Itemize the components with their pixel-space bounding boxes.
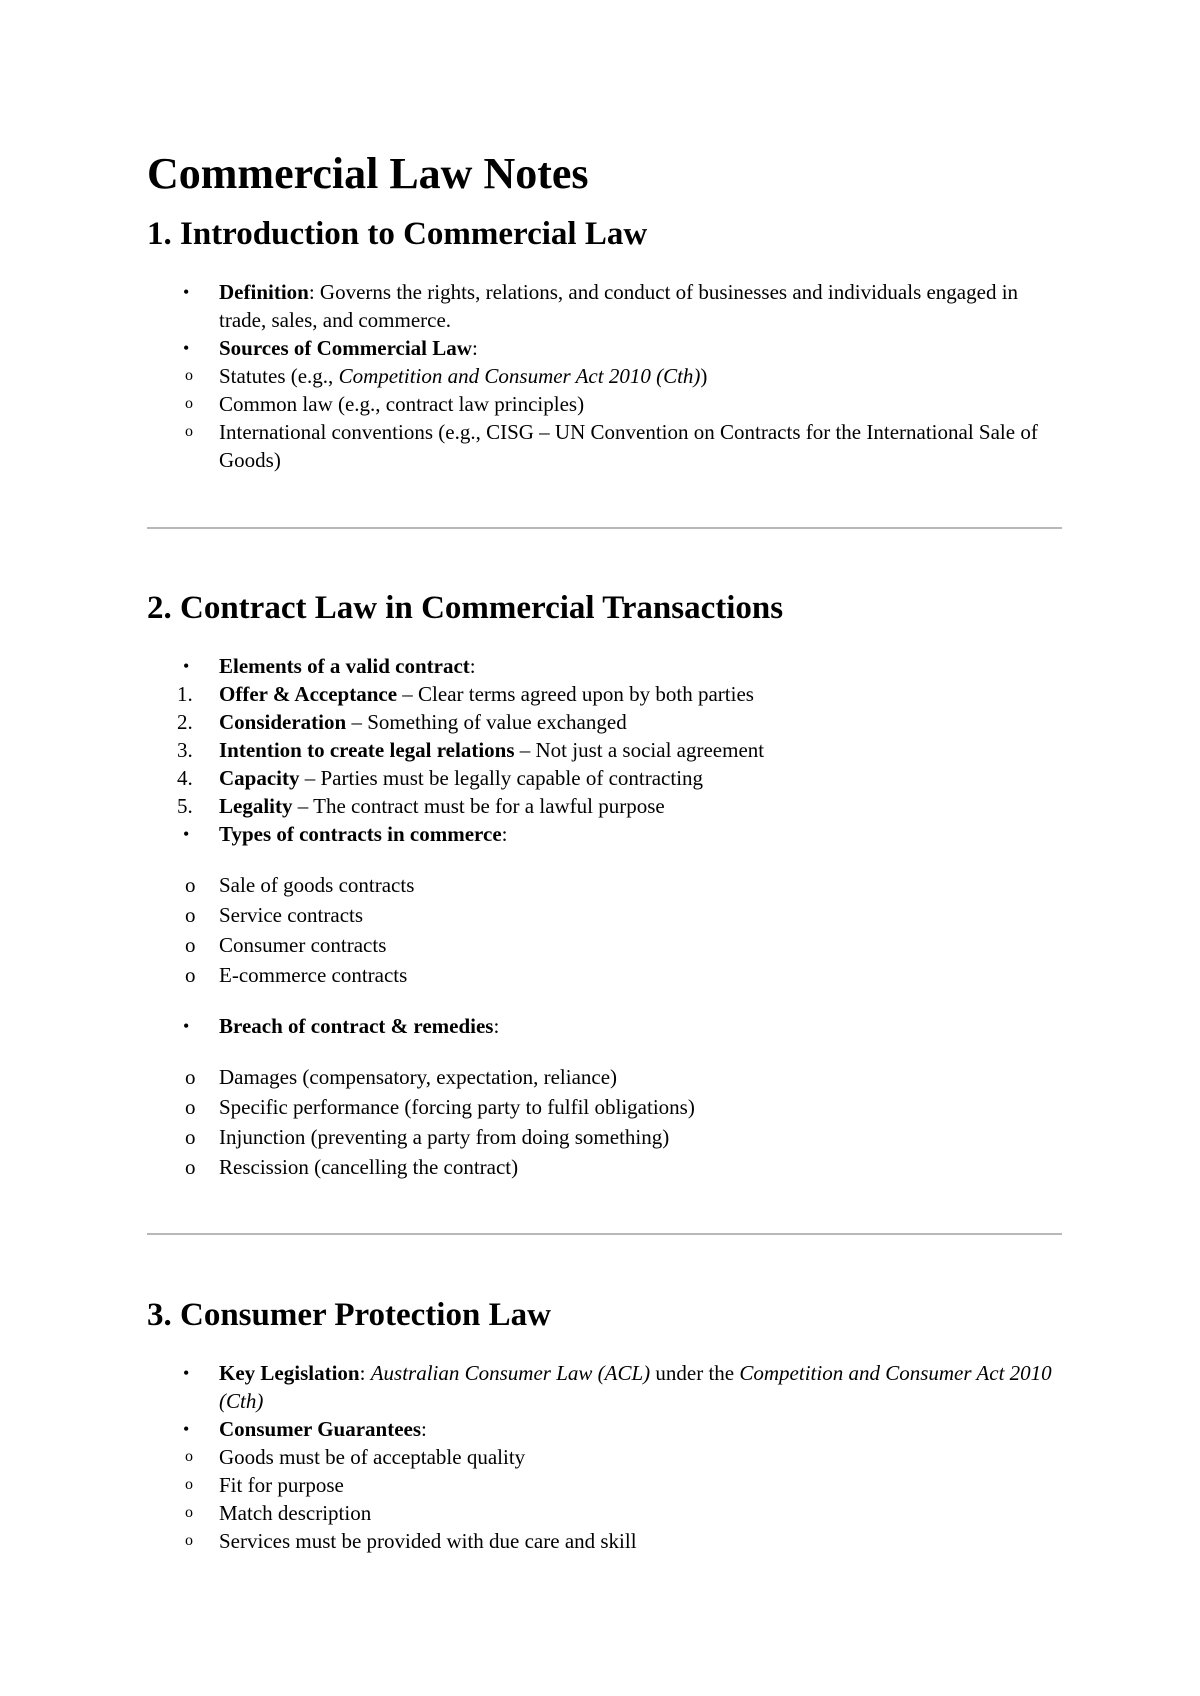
sub-marker: o xyxy=(185,873,196,897)
term-label: Key Legislation xyxy=(219,1361,360,1385)
list-item xyxy=(147,680,1062,708)
sub-marker: o xyxy=(185,423,193,440)
item-text: : xyxy=(493,1014,500,1038)
list-item xyxy=(147,418,1062,474)
item-text: E-commerce contracts xyxy=(219,963,408,987)
sub-marker: o xyxy=(185,1155,196,1179)
number-marker: 2. xyxy=(177,710,193,734)
list-item-types xyxy=(147,820,1062,1012)
list-item xyxy=(147,1443,1062,1471)
bullet-list xyxy=(147,1359,1062,1555)
item-text: ) xyxy=(700,364,708,388)
term-label: Capacity xyxy=(219,766,300,790)
item-text: – The contract must be for a lawful purpose xyxy=(292,794,665,818)
italic-citation: Competition and Consumer Act 2010 (Cth) xyxy=(338,364,701,388)
sub-marker: o xyxy=(185,1125,196,1149)
bullet-marker: • xyxy=(183,1016,190,1036)
sub-marker: o xyxy=(185,1095,196,1119)
item-text: Rescission (cancelling the contract) xyxy=(219,1155,519,1179)
bullet-marker: • xyxy=(183,824,190,844)
item-text: Sale of goods contracts xyxy=(219,873,415,897)
term-label: Offer & Acceptance xyxy=(219,682,398,706)
italic-citation: Competition and Consumer Act 2010 (Cth) xyxy=(219,1361,1052,1413)
list-item xyxy=(147,960,1062,990)
list-item-elements xyxy=(147,652,1062,820)
sub-marker: o xyxy=(185,1504,193,1521)
term-label: Definition xyxy=(219,280,309,304)
list-item xyxy=(147,764,1062,792)
item-text: Services must be provided with due care and skill xyxy=(219,1529,637,1553)
section-contract-law xyxy=(147,588,1062,1182)
sub-list xyxy=(147,870,1062,990)
sub-marker: o xyxy=(185,1476,193,1493)
term-label: Sources of Commercial Law xyxy=(219,336,472,360)
item-text: : xyxy=(501,822,508,846)
list-item xyxy=(147,1152,1062,1182)
list-item xyxy=(147,736,1062,764)
item-text: International conventions (e.g., CISG – UN Convention on Contracts for the International Sale of Goods) xyxy=(219,420,1038,472)
bullet-marker: • xyxy=(183,1419,190,1439)
term-label: Consideration xyxy=(219,710,347,734)
term-label: Consumer Guarantees xyxy=(219,1417,422,1441)
spacer xyxy=(219,990,1062,1012)
section-heading: 2. Contract Law in Commercial Transactions xyxy=(147,590,784,626)
list-item xyxy=(147,1062,1062,1092)
spacer xyxy=(219,1040,1062,1062)
horizontal-rule xyxy=(147,1233,1062,1235)
list-item-guarantees xyxy=(147,1415,1062,1555)
sub-marker: o xyxy=(185,1065,196,1089)
sub-marker: o xyxy=(185,903,196,927)
list-item-sources xyxy=(147,334,1062,474)
sub-marker: o xyxy=(185,395,193,412)
list-item xyxy=(147,1471,1062,1499)
item-text: Specific performance (forcing party to fulfil obligations) xyxy=(219,1095,695,1119)
document-title: Commercial Law Notes xyxy=(147,149,589,198)
list-item xyxy=(147,870,1062,900)
number-marker: 1. xyxy=(177,682,193,706)
item-text: under the xyxy=(650,1361,740,1385)
item-text: – Not just a social agreement xyxy=(514,738,765,762)
item-text: : xyxy=(359,1361,371,1385)
section-introduction xyxy=(147,214,1062,474)
bullet-list xyxy=(147,278,1062,474)
item-text: Damages (compensatory, expectation, reliance) xyxy=(219,1065,618,1089)
bullet-list xyxy=(147,652,1062,1182)
item-text: – Parties must be legally capable of contracting xyxy=(299,766,704,790)
item-text: Match description xyxy=(219,1501,372,1525)
item-text: Statutes (e.g., xyxy=(219,364,339,388)
section-heading: 1. Introduction to Commercial Law xyxy=(147,216,648,252)
sub-list xyxy=(147,1443,1062,1555)
numbered-list xyxy=(147,680,1062,820)
number-marker: 5. xyxy=(177,794,193,818)
item-text: Fit for purpose xyxy=(219,1473,344,1497)
list-item xyxy=(147,1122,1062,1152)
list-item xyxy=(147,362,1062,390)
bullet-marker: • xyxy=(183,282,190,302)
item-text: Injunction (preventing a party from doing something) xyxy=(219,1125,670,1149)
section-consumer-protection xyxy=(147,1295,1062,1555)
sub-marker: o xyxy=(185,933,196,957)
number-marker: 3. xyxy=(177,738,193,762)
bullet-marker: • xyxy=(183,656,190,676)
item-text: – Clear terms agreed upon by both parties xyxy=(397,682,754,706)
sub-marker: o xyxy=(185,1448,193,1465)
sub-list xyxy=(147,362,1062,474)
section-heading: 3. Consumer Protection Law xyxy=(147,1297,551,1333)
list-item xyxy=(147,1499,1062,1527)
bullet-marker: • xyxy=(183,338,190,358)
sub-marker: o xyxy=(185,367,193,384)
list-item xyxy=(147,792,1062,820)
item-text: : xyxy=(421,1417,427,1441)
list-item xyxy=(147,1092,1062,1122)
item-text: Goods must be of acceptable quality xyxy=(219,1445,526,1469)
list-item-breach xyxy=(147,1012,1062,1182)
item-text: – Something of value exchanged xyxy=(346,710,627,734)
bullet-marker: • xyxy=(183,1363,190,1383)
term-label: Legality xyxy=(219,794,293,818)
horizontal-rule xyxy=(147,527,1062,529)
item-text: : xyxy=(471,336,478,360)
term-label: Elements of a valid contract xyxy=(219,654,470,678)
term-label: Breach of contract & remedies xyxy=(219,1014,494,1038)
sub-list xyxy=(147,1062,1062,1182)
sub-marker: o xyxy=(185,963,196,987)
term-label: Types of contracts in commerce xyxy=(219,822,502,846)
list-item xyxy=(147,930,1062,960)
item-text: Consumer contracts xyxy=(219,933,387,957)
list-item-definition xyxy=(147,278,1062,334)
item-text: Service contracts xyxy=(219,903,364,927)
item-text: Common law (e.g., contract law principles) xyxy=(219,392,585,416)
list-item xyxy=(147,900,1062,930)
number-marker: 4. xyxy=(177,766,193,790)
item-text: : Governs the rights, relations, and conduct of businesses and individuals engaged in trade, sales, and commerce. xyxy=(219,280,1019,332)
spacer xyxy=(219,848,1062,870)
term-label: Intention to create legal relations xyxy=(219,738,515,762)
list-item xyxy=(147,1527,1062,1555)
list-item-legislation xyxy=(147,1359,1062,1415)
italic-citation: Australian Consumer Law (ACL) xyxy=(370,1361,651,1385)
list-item xyxy=(147,390,1062,418)
sub-marker: o xyxy=(185,1532,193,1549)
list-item xyxy=(147,708,1062,736)
item-text: : xyxy=(469,654,476,678)
